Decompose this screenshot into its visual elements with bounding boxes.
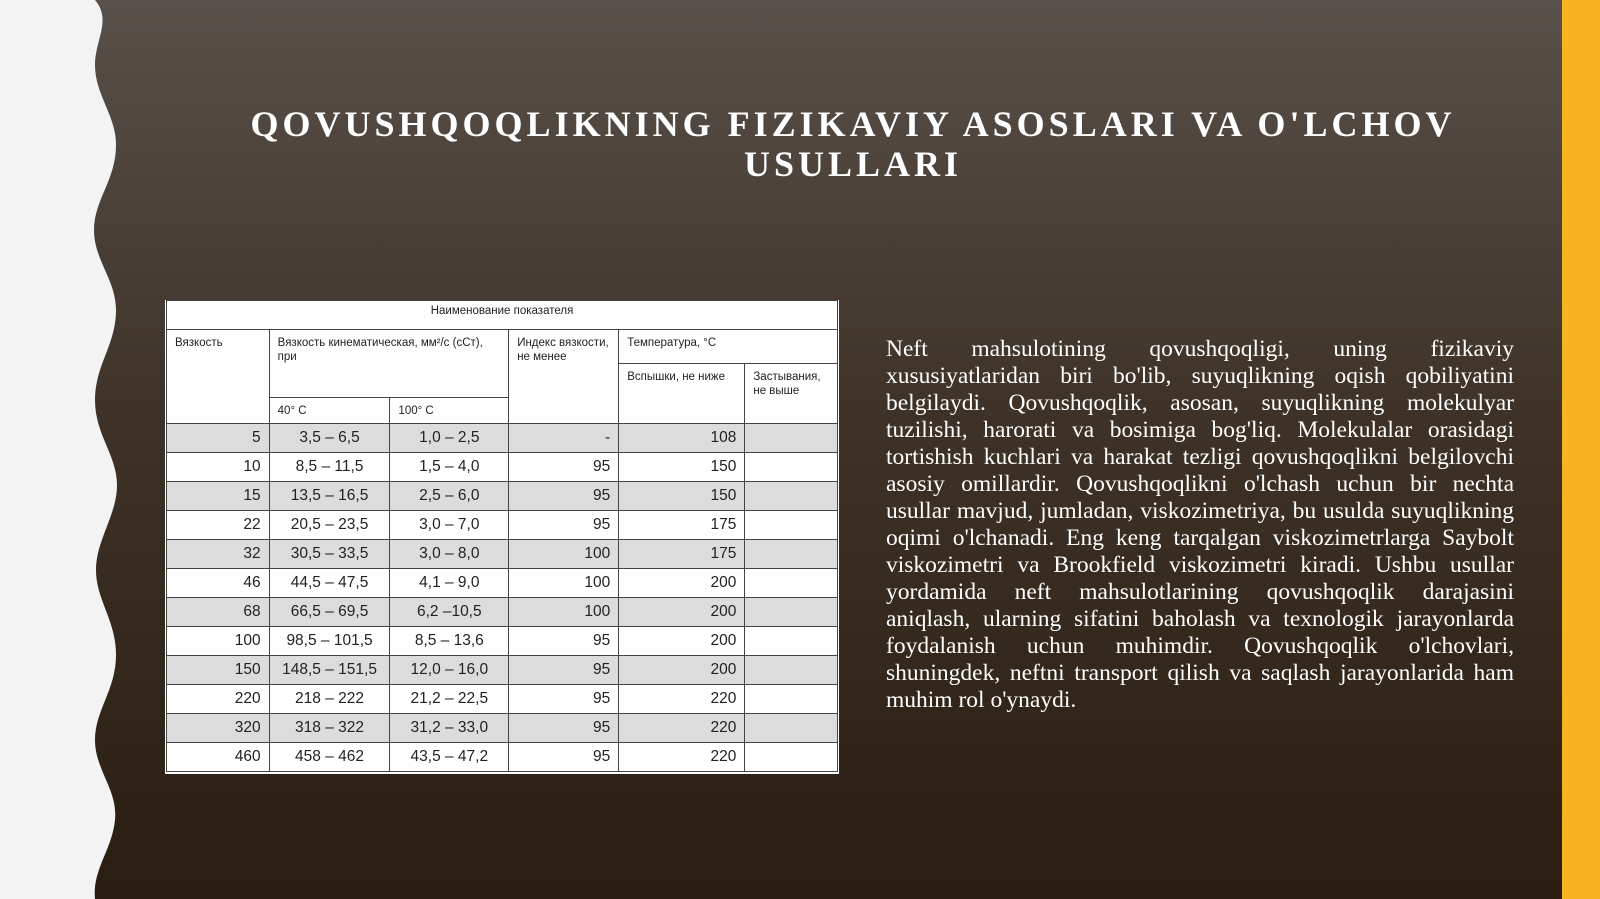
cell-viscosity-40: 218 – 222 [269, 685, 390, 714]
cell-viscosity-index: 95 [509, 714, 619, 743]
table-row [167, 627, 838, 656]
cell-viscosity-index: 95 [509, 511, 619, 540]
table-row [167, 453, 838, 482]
cell-grade: 150 [167, 656, 270, 685]
header-flash: Вспышки, не ниже [619, 364, 745, 424]
cell-pour-point [745, 569, 838, 598]
cell-flash-point: 150 [619, 453, 745, 482]
table-row [167, 569, 838, 598]
cell-viscosity-40: 3,5 – 6,5 [269, 424, 390, 453]
slide-title: QOVUSHQOQLIKNING FIZIKAVIY ASOSLARI VA O'LCHOV USULLARI [250, 104, 1456, 184]
table-row [167, 656, 838, 685]
cell-pour-point [745, 540, 838, 569]
cell-grade: 32 [167, 540, 270, 569]
cell-flash-point: 220 [619, 743, 745, 772]
accent-bar [1562, 0, 1600, 899]
cell-viscosity-index: - [509, 424, 619, 453]
cell-viscosity-100: 3,0 – 8,0 [390, 540, 509, 569]
cell-viscosity-100: 43,5 – 47,2 [390, 743, 509, 772]
cell-flash-point: 175 [619, 540, 745, 569]
cell-flash-point: 175 [619, 511, 745, 540]
cell-viscosity-index: 95 [509, 453, 619, 482]
cell-viscosity-40: 44,5 – 47,5 [269, 569, 390, 598]
header-kinematic: Вязкость кинематическая, мм²/с (сСт), при [269, 330, 509, 398]
cell-grade: 5 [167, 424, 270, 453]
cell-viscosity-100: 3,0 – 7,0 [390, 511, 509, 540]
cell-flash-point: 200 [619, 598, 745, 627]
cell-viscosity-40: 13,5 – 16,5 [269, 482, 390, 511]
cell-flash-point: 200 [619, 569, 745, 598]
cell-viscosity-100: 1,0 – 2,5 [390, 424, 509, 453]
cell-viscosity-index: 95 [509, 743, 619, 772]
table-row [167, 743, 838, 772]
cell-flash-point: 220 [619, 685, 745, 714]
cell-viscosity-100: 31,2 – 33,0 [390, 714, 509, 743]
cell-flash-point: 200 [619, 627, 745, 656]
cell-viscosity-100: 12,0 – 16,0 [390, 656, 509, 685]
header-100c: 100° С [390, 398, 509, 424]
cell-viscosity-40: 318 – 322 [269, 714, 390, 743]
cell-viscosity-index: 100 [509, 540, 619, 569]
cell-pour-point [745, 511, 838, 540]
table-row [167, 482, 838, 511]
cell-flash-point: 200 [619, 656, 745, 685]
cell-grade: 15 [167, 482, 270, 511]
cell-pour-point [745, 482, 838, 511]
cell-pour-point [745, 424, 838, 453]
cell-grade: 100 [167, 627, 270, 656]
cell-viscosity-100: 1,5 – 4,0 [390, 453, 509, 482]
cell-pour-point [745, 453, 838, 482]
table-row [167, 511, 838, 540]
table-row [167, 714, 838, 743]
cell-viscosity-100: 6,2 –10,5 [390, 598, 509, 627]
cell-grade: 10 [167, 453, 270, 482]
cell-pour-point [745, 627, 838, 656]
cell-viscosity-40: 66,5 – 69,5 [269, 598, 390, 627]
header-viscosity: Вязкость [167, 330, 270, 424]
table-caption: Наименование показателя [167, 301, 838, 330]
table-row [167, 424, 838, 453]
cell-grade: 46 [167, 569, 270, 598]
cell-grade: 220 [167, 685, 270, 714]
table-row [167, 685, 838, 714]
cell-viscosity-40: 30,5 – 33,5 [269, 540, 390, 569]
table-row [167, 540, 838, 569]
cell-flash-point: 150 [619, 482, 745, 511]
cell-viscosity-index: 100 [509, 569, 619, 598]
header-temperature: Температура, °С [619, 330, 838, 364]
cell-pour-point [745, 714, 838, 743]
table-row [167, 598, 838, 627]
cell-viscosity-40: 8,5 – 11,5 [269, 453, 390, 482]
body-paragraph: Neft mahsulotining qovushqoqligi, uning fizikaviy xususiyatlaridan biri bo'lib, suyuqlikning oqish qobiliyatini belgilaydi. Qovushqoqlik, asosan, suyuqlikning molekulyar tuzilishi, harorati va bosimiga bog'liq. Molekulalar orasidagi tortishish kuchlari va harakat tezligi qovushqoqlikni belgilovchi asosiy omillardir. Qovushqoqlikni o'lchash uchun bir nechta usullar mavjud, jumladan, viskozimetriya, bu usulda suyuqlikning oqimi o'lchanadi. Eng keng tarqalgan viskozimetrlarga Saybolt viskozimetri va Brookfield viskozimetri kiradi. Ushbu usullar yordamida neft mahsulotlarining qovushqoqlik darajasini aniqlash, ularning sifatini baholash va texnologik jarayonlarda foydalanish uchun muhimdir. Qovushqoqlik o'lchovlari, shuningdek, neftni transport qilish va saqlash jarayonlarida ham muhim rol o'ynaydi. [886, 336, 1514, 713]
cell-viscosity-100: 4,1 – 9,0 [390, 569, 509, 598]
cell-viscosity-100: 2,5 – 6,0 [390, 482, 509, 511]
header-40c: 40° С [269, 398, 390, 424]
cell-pour-point [745, 598, 838, 627]
cell-viscosity-40: 20,5 – 23,5 [269, 511, 390, 540]
cell-viscosity-index: 95 [509, 685, 619, 714]
cell-grade: 22 [167, 511, 270, 540]
header-index: Индекс вязкости, не менее [509, 330, 619, 424]
cell-viscosity-index: 95 [509, 656, 619, 685]
cell-viscosity-100: 21,2 – 22,5 [390, 685, 509, 714]
cell-flash-point: 220 [619, 714, 745, 743]
cell-pour-point [745, 685, 838, 714]
cell-viscosity-40: 458 – 462 [269, 743, 390, 772]
viscosity-table [165, 300, 839, 774]
cell-viscosity-index: 95 [509, 482, 619, 511]
cell-viscosity-index: 100 [509, 598, 619, 627]
cell-pour-point [745, 743, 838, 772]
cell-viscosity-40: 148,5 – 151,5 [269, 656, 390, 685]
cell-pour-point [745, 656, 838, 685]
cell-grade: 68 [167, 598, 270, 627]
header-pour: Застывания, не выше [745, 364, 838, 424]
cell-flash-point: 108 [619, 424, 745, 453]
cell-grade: 460 [167, 743, 270, 772]
cell-viscosity-100: 8,5 – 13,6 [390, 627, 509, 656]
cell-grade: 320 [167, 714, 270, 743]
cell-viscosity-index: 95 [509, 627, 619, 656]
cell-viscosity-40: 98,5 – 101,5 [269, 627, 390, 656]
